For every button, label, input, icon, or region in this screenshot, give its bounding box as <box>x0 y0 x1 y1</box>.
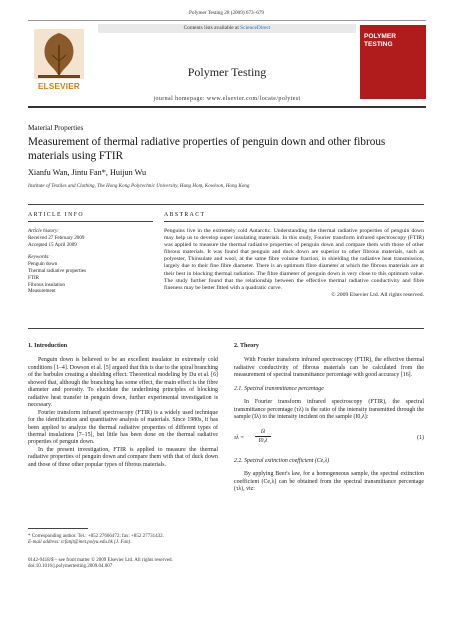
masthead-top-rule <box>28 20 426 21</box>
masthead-bottom-rule <box>28 106 426 108</box>
issn-line: 0142-9418/$ – see front matter © 2009 Elsevier Ltd. All rights reserved. <box>28 558 173 563</box>
elsevier-wordmark: ELSEVIER <box>38 82 80 91</box>
intro-paragraph: In the present investigation, FTIR is applied to measure the thermal radiative properties of penguin down and compare them with that of duck down and those of three other popular types of fibrous materials. <box>28 446 218 468</box>
footnote-rule <box>28 528 88 529</box>
abstract-rule <box>164 221 424 222</box>
header-rule <box>28 204 424 205</box>
contents-prefix: Contents lists available at <box>183 25 241 31</box>
keyword-item: Penguin down <box>28 261 58 268</box>
equation-1 <box>234 428 424 452</box>
keywords-label: Keywords: <box>28 254 50 261</box>
introduction-heading: 1. Introduction <box>28 343 68 349</box>
article-info-heading: ARTICLE INFO <box>28 212 84 218</box>
left-column <box>28 343 218 469</box>
equation-fraction <box>255 428 271 445</box>
article-title: Measurement of thermal radiative properties of penguin down and other fibrous materials using FTIR <box>28 136 386 162</box>
journal-cover-thumbnail <box>360 25 426 99</box>
journal-homepage[interactable]: journal homepage: www.elsevier.com/locate/polytest <box>153 96 301 102</box>
theory-paragraph: By applying Beer's law, for a homogeneous sample, the spectral extinction coefficient (Ce,λ) can be obtained from the spectral transmittance percentage (τλ), viz: <box>234 471 424 492</box>
theory-heading: 2. Theory <box>234 343 259 349</box>
elsevier-logo <box>28 25 90 95</box>
article-info-panel <box>28 228 153 295</box>
right-column <box>234 343 424 493</box>
theory-paragraph: With Fourier transform infrared spectroscopy (FTIR), the effective thermal radiative conductivity of fibrous materials can be calculated from the measurement of spectral transmittance percentage with good accuracy [16]. <box>234 357 424 379</box>
journal-masthead <box>28 20 426 107</box>
subsection-heading: 2.2. Spectral extinction coefficient (Ce,λ) <box>234 457 330 464</box>
section-label: Material Properties <box>28 124 84 132</box>
abstract-body <box>164 228 424 299</box>
keyword-item: Thermal radiative properties <box>28 267 86 274</box>
abstract-text: Penguins live in the extremely cold Antarctic. Understanding the thermal radiative properties of penguin down may help us to develop super insulating materials. In this study, Fourier transform infrared spectroscopy (FTIR) was applied to measure the thermal radiative properties of penguin down and compare them with those of other fibrous materials. It was found that penguin and duck down are superior to other fibrous materials, such as polyester, Thinsulate and wool, at the same fibre volume fraction, in shielding the radiative heat transmission, largely due to their fine fibre diameter. There is an optimum fibre diameter at which the fibrous materials are at their best in blocking thermal radiation. The fibre diameter of penguin down is very close to this optimum value. The study further found that the relationship between the effective thermal radiative conductivity and fibre fineness may be better fitted with a quadratic curve. <box>164 228 424 291</box>
copyright-line: © 2009 Elsevier Ltd. All rights reserved. <box>331 291 424 298</box>
equation-lhs: τλ = <box>234 434 245 441</box>
sciencedirect-link[interactable]: ScienceDirect <box>240 25 271 31</box>
history-label: Article history: <box>28 228 59 234</box>
author-list: Xianfu Wan, Jintu Fan*, Huijun Wu <box>28 168 147 177</box>
keyword-item: Measurement <box>28 288 56 295</box>
article-info-rule <box>28 221 153 222</box>
journal-citation-line: Polymer Testing 28 (2009) 673–679 <box>188 10 265 16</box>
cover-title: POLYMER TESTING <box>364 33 396 48</box>
theory-paragraph: In Fourier transform infrared spectroscopy (FTIR), the spectral transmittance percentage (τλ) is the ratio of the intensity transmitted through the sample (Iλ) to the intensity incident on the sample (I0,λ): <box>234 399 424 421</box>
equation-denominator: I0,λ <box>258 437 268 444</box>
doi-line[interactable]: doi:10.1016/j.polymertesting.2009.04.007 <box>28 564 113 570</box>
accepted-date: Accepted 15 April 2009 <box>28 241 77 248</box>
footnote <box>28 534 218 547</box>
article-identifiers <box>28 558 218 571</box>
subsection-heading: 2.1. Spectral transmittance percentage <box>234 385 324 392</box>
affiliation: Institute of Textiles and Clothing, The Hong Kong Polytechnic University, Hung Hom, Kowloon, Hong Kong <box>28 183 250 189</box>
equation-numerator: Iλ <box>255 428 271 437</box>
received-date: Received 27 February 2009 <box>28 234 85 241</box>
abstract-heading: ABSTRACT <box>164 212 206 218</box>
abstract-bottom-rule <box>28 328 424 329</box>
corresponding-author-note: * Corresponding author. Tel.: +852 27666472; fax: +852 27731432. <box>28 534 164 539</box>
equation-number: (1) <box>417 434 424 441</box>
contents-banner <box>98 24 356 33</box>
keyword-item: Fibrous insulation <box>28 281 65 288</box>
intro-paragraph: Fourier transform infrared spectroscopy (FTIR) is a widely used technique for the identification and quantitative analysis of materials. Since 1980s, it has been applied to analyze the thermal radiative properties of different types of thermal insulations [7–15], but little has been done on the thermal radiative properties of penguin down. <box>28 409 218 446</box>
journal-name: Polymer Testing <box>187 65 267 79</box>
keyword-item: FTIR <box>28 274 40 281</box>
intro-paragraph: Penguin down is believed to be an excellent insulator in extremely cold conditions [1–4]. Dowson et al. [5] argued that this is due to the spiral branching of the barbules creating a shielding effect. Theoretical modeling by Du et al. [6] showed that, although the branching has some effect, the main effect is the fibre diameter and porosity. To elucidate the underlining principles of blocking radiative heat transfer in penguin down, further experimental investigation is necessary. <box>28 357 218 409</box>
author-email[interactable]: E-mail address: tcfanjt@inet.polyu.edu.hk (J. Fan). <box>28 540 132 546</box>
